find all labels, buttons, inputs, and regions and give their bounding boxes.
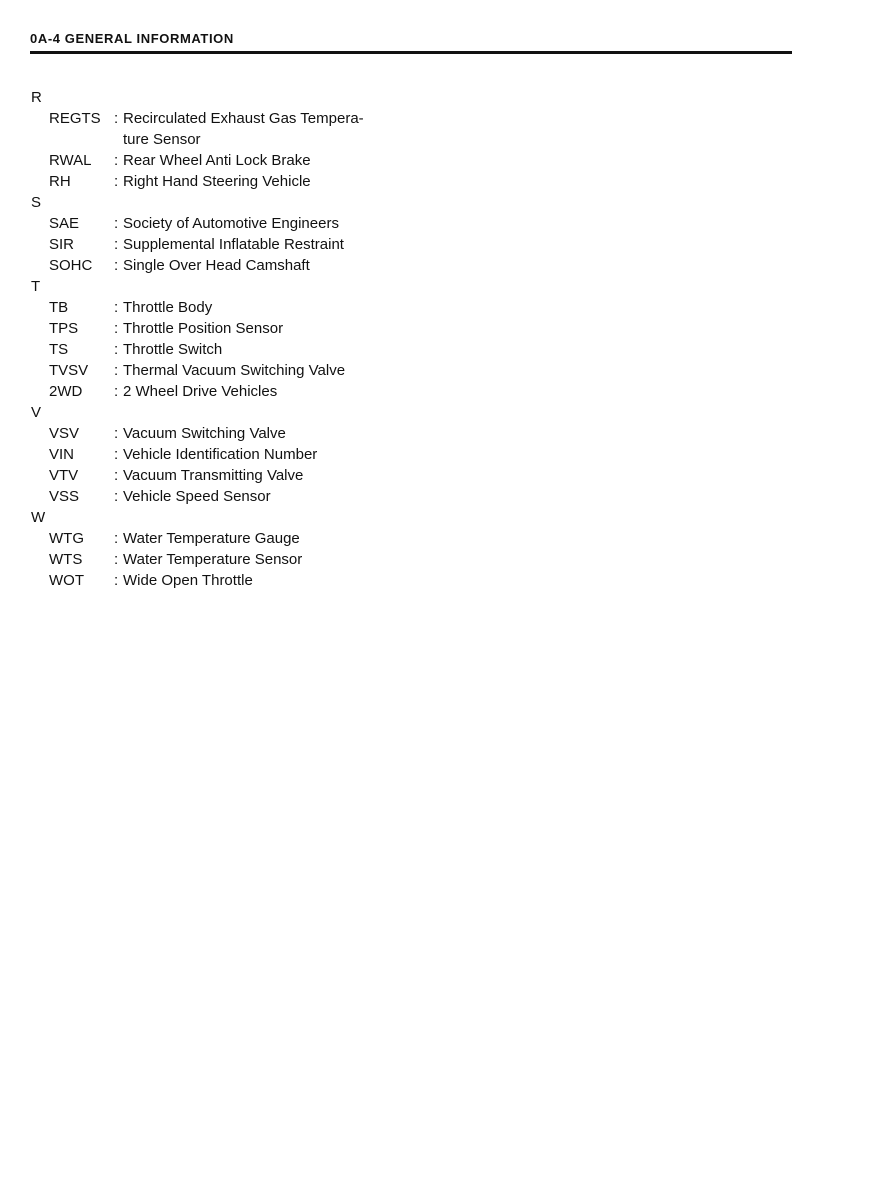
separator-colon: :: [114, 551, 119, 568]
definition: 2 Wheel Drive Vehicles: [123, 383, 278, 400]
separator-colon: :: [114, 446, 119, 463]
glossary-entry: [31, 297, 451, 318]
abbreviation: SAE: [49, 215, 80, 232]
definition: Vacuum Transmitting Valve: [123, 467, 304, 484]
separator-colon: :: [114, 257, 119, 274]
abbreviation: VSS: [49, 488, 80, 505]
glossary-entry: [31, 171, 451, 192]
separator-colon: :: [114, 530, 119, 547]
separator-colon: :: [114, 173, 119, 190]
abbreviation: TVSV: [49, 362, 89, 379]
glossary-entry: [31, 108, 451, 129]
abbreviation: VSV: [49, 425, 80, 442]
definition: Vehicle Identification Number: [123, 446, 318, 463]
glossary-entry: [31, 570, 451, 591]
abbreviation: RH: [49, 173, 71, 190]
abbreviation: VIN: [49, 446, 75, 463]
definition: Water Temperature Sensor: [123, 551, 303, 568]
definition: Right Hand Steering Vehicle: [123, 173, 311, 190]
separator-colon: :: [114, 383, 119, 400]
separator-colon: :: [114, 341, 119, 358]
section-letter-heading: S: [31, 194, 42, 211]
separator-colon: :: [114, 215, 119, 232]
abbreviation: SOHC: [49, 257, 93, 274]
definition: Vacuum Switching Valve: [123, 425, 286, 442]
section-letter-heading: R: [31, 89, 42, 106]
definition: Single Over Head Camshaft: [123, 257, 310, 274]
abbreviation: WOT: [49, 572, 84, 589]
abbreviation: WTS: [49, 551, 83, 568]
glossary-entry: [31, 465, 451, 486]
separator-colon: :: [114, 425, 119, 442]
definition: Vehicle Speed Sensor: [123, 488, 271, 505]
definition: Throttle Position Sensor: [123, 320, 284, 337]
page-header: [30, 31, 792, 54]
abbreviation: REGTS: [49, 110, 101, 127]
separator-colon: :: [114, 110, 119, 127]
glossary-entry: [31, 360, 451, 381]
abbreviation: SIR: [49, 236, 75, 253]
abbreviation-glossary: [31, 87, 451, 591]
definition: Throttle Switch: [123, 341, 223, 358]
glossary-entry: [31, 528, 451, 549]
separator-colon: :: [114, 152, 119, 169]
section-letter-heading: W: [31, 509, 46, 526]
glossary-entry: [31, 339, 451, 360]
definition: Thermal Vacuum Switching Valve: [123, 362, 346, 379]
section-letter-heading: V: [31, 404, 42, 421]
definition: Wide Open Throttle: [123, 572, 253, 589]
abbreviation: RWAL: [49, 152, 92, 169]
abbreviation: TS: [49, 341, 69, 358]
glossary-entry: [31, 318, 451, 339]
glossary-entry: [31, 549, 451, 570]
glossary-entry: [31, 234, 451, 255]
glossary-entry: [31, 486, 451, 507]
separator-colon: :: [114, 362, 119, 379]
glossary-entry-continuation: [31, 129, 451, 150]
abbreviation: VTV: [49, 467, 79, 484]
separator-colon: :: [114, 320, 119, 337]
separator-colon: :: [114, 572, 119, 589]
separator-colon: :: [114, 488, 119, 505]
abbreviation: WTG: [49, 530, 84, 547]
definition: Supplemental Inflatable Restraint: [123, 236, 344, 253]
glossary-entry: [31, 444, 451, 465]
abbreviation: TB: [49, 299, 69, 316]
glossary-entry: [31, 255, 451, 276]
definition: Rear Wheel Anti Lock Brake: [123, 152, 311, 169]
definition: Recirculated Exhaust Gas Tempera-: [123, 110, 364, 127]
abbreviation: TPS: [49, 320, 79, 337]
separator-colon: :: [114, 299, 119, 316]
definition: Water Temperature Gauge: [123, 530, 300, 547]
abbreviation: 2WD: [49, 383, 83, 400]
definition-continuation: ture Sensor: [123, 131, 201, 148]
separator-colon: :: [114, 467, 119, 484]
glossary-entry: [31, 213, 451, 234]
section-letter-heading: T: [31, 278, 41, 295]
glossary-entry: [31, 423, 451, 444]
page-title: 0A-4 GENERAL INFORMATION: [30, 31, 234, 46]
glossary-entry: [31, 150, 451, 171]
definition: Society of Automotive Engineers: [123, 215, 339, 232]
definition: Throttle Body: [123, 299, 213, 316]
glossary-entry: [31, 381, 451, 402]
separator-colon: :: [114, 236, 119, 253]
